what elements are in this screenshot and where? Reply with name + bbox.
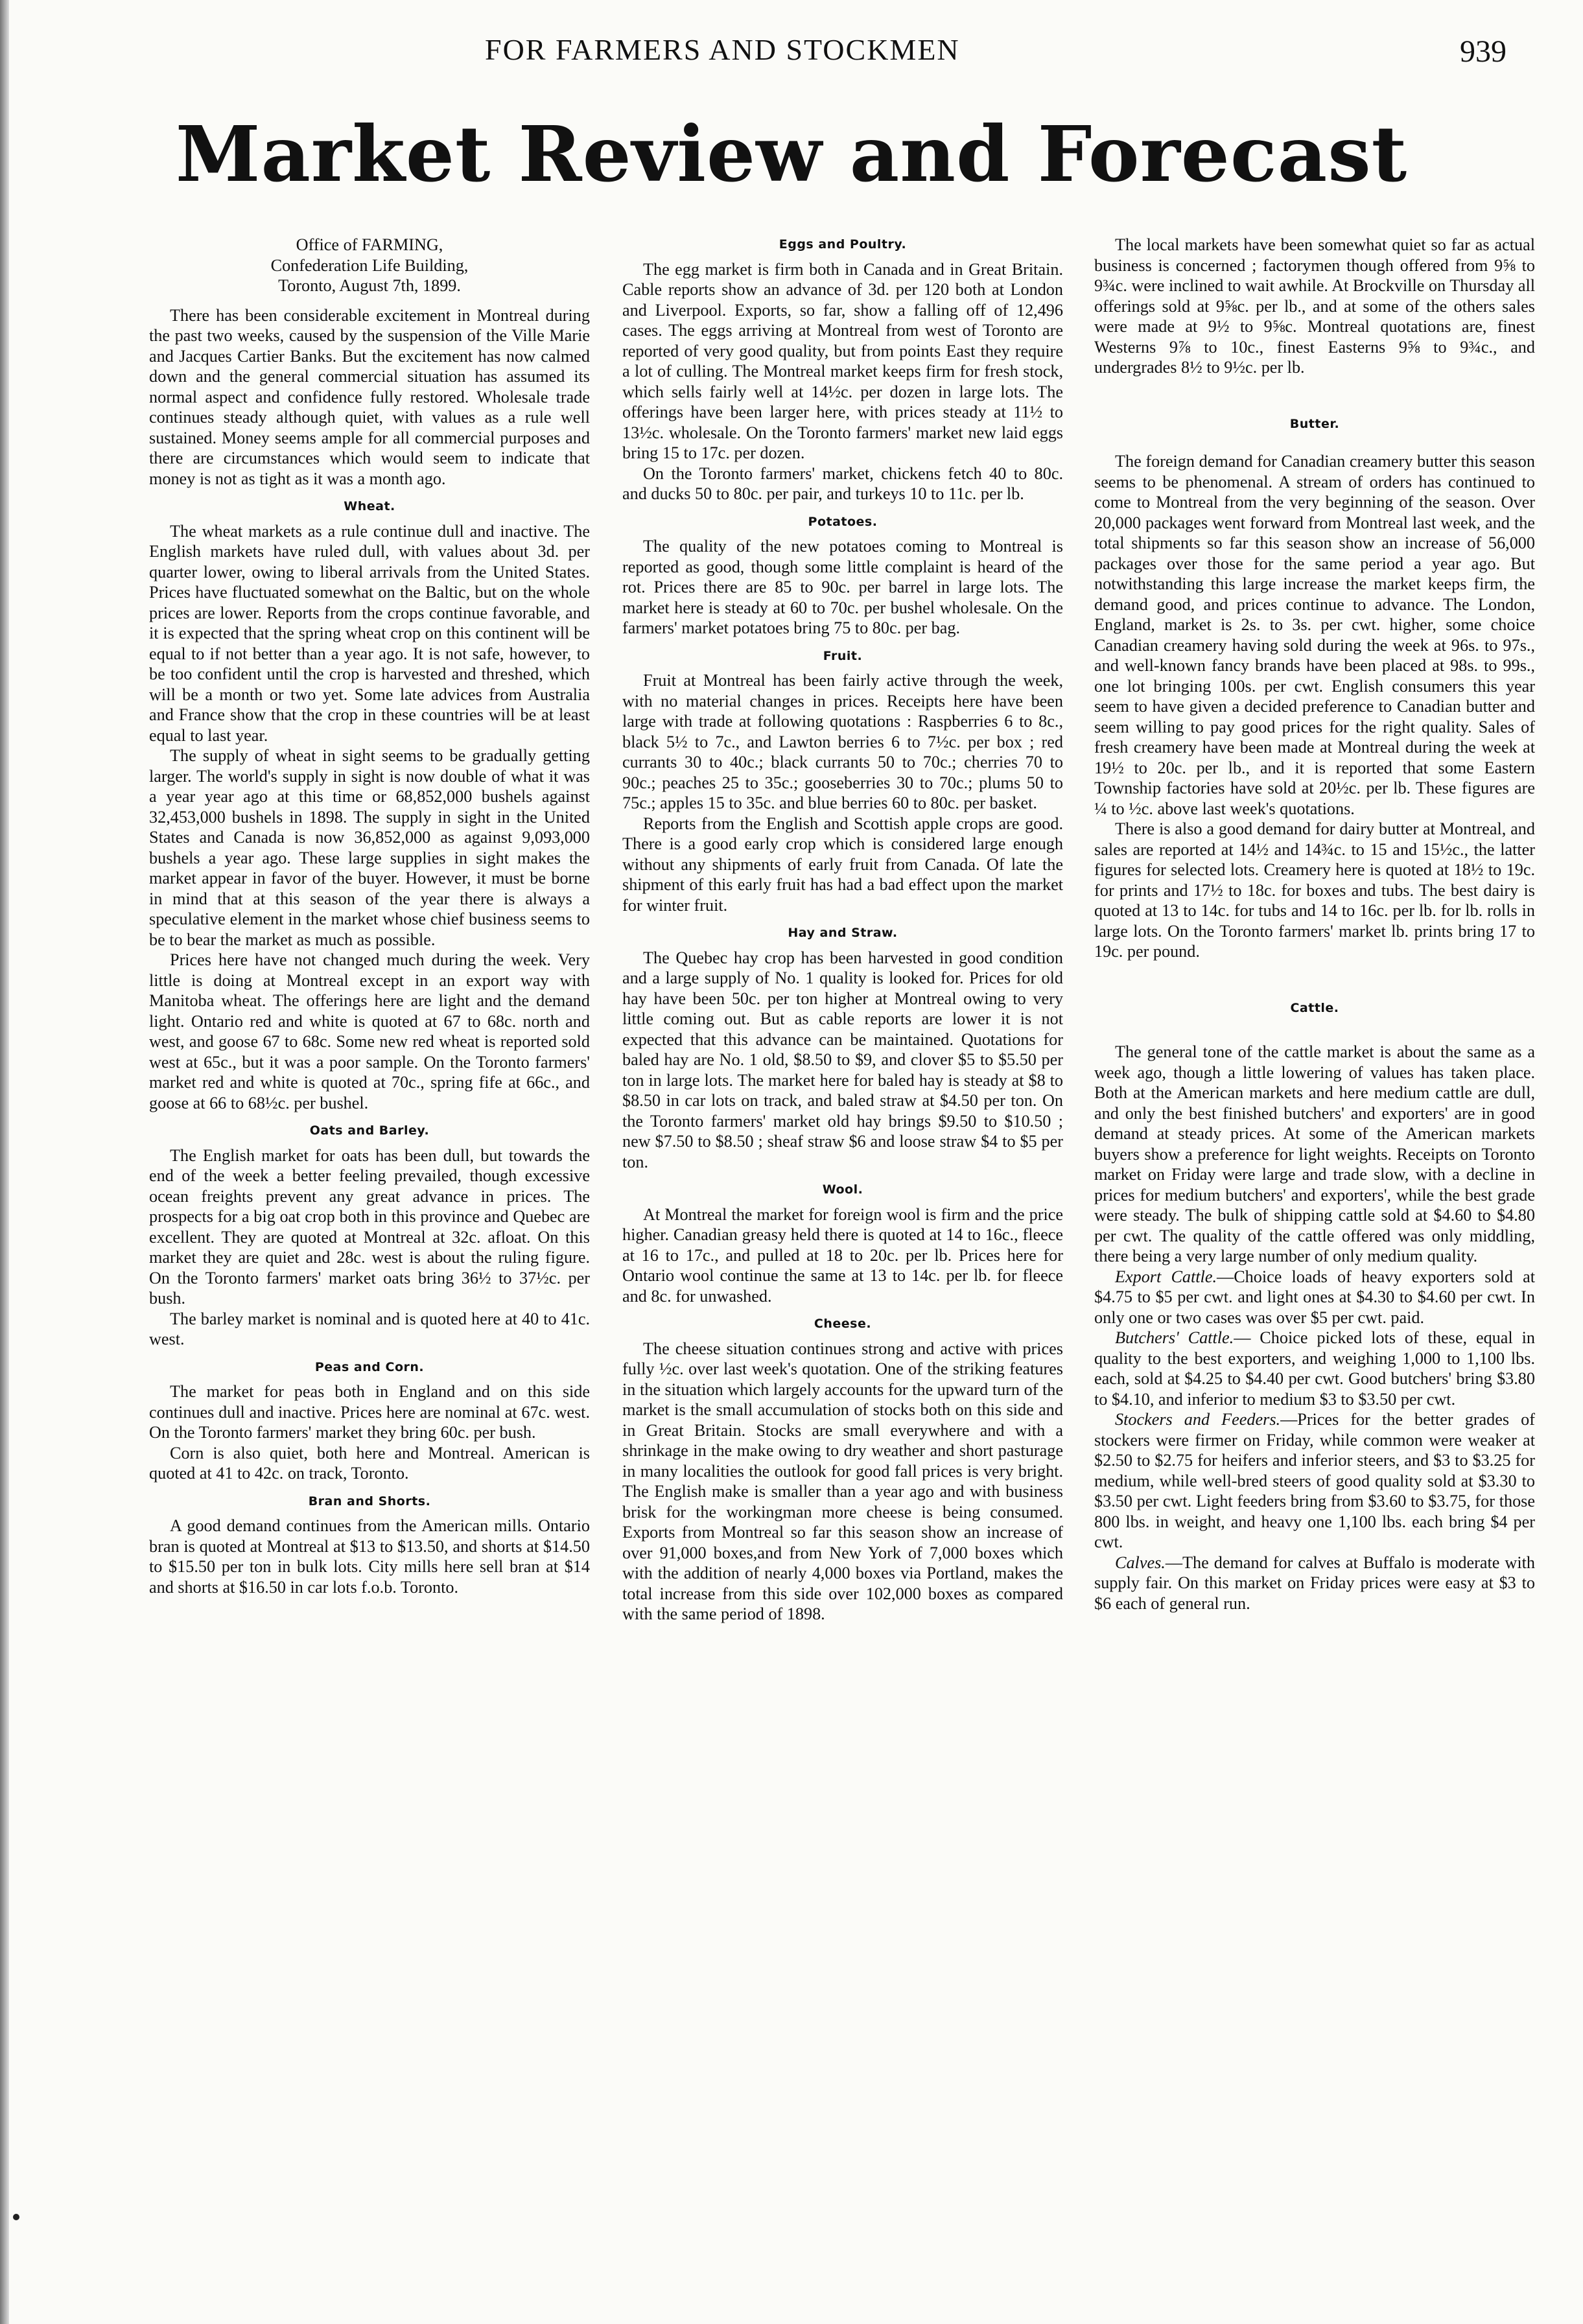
paragraph: The Quebec hay crop has been harvested in good condition and a large supply of No. 1 quality is looked for. Prices for old hay have been 50c. per ton higher at Montreal owing to very little coming out. But as cable reports are lower it is not expected that this advance can be maintained. Quotations for baled hay are No. 1 old, $8.50 to $9, and clover $5 to $5.50 per ton in large lots. The market here for baled hay is steady at $8 to $8.50 in car lots on track, and baled straw at $4.50 per ton. On the Toronto farmers' market old hay brings $9.50 to $10.50 ; new $7.50 to $8.50 ; sheaf straw $6 and loose straw $4 to $5 per ton. — [622, 948, 1063, 1171]
running-head: FOR FARMERS AND STOCKMEN — [485, 33, 960, 66]
paragraph: The general tone of the cattle market is about the same as a week ago, though a little lowering of values has taken place. Both at the American markets and here medium cattle are dull, and only the best finished butchers' and exporters' are in good demand at steady prices. At some of the American markets buyers show a preference for light weights. Receipts on Toronto market on Friday were large and trade slow, with a decline in prices for medium butchers' and exporters', while the best grade were steady. The bulk of shipping cattle sold at $4.60 to $4.80 per cwt. The quality of the cattle offered was only middling, there being a very large number of only medium quality. — [1094, 1042, 1535, 1265]
paragraph: The market for peas both in England and on this side continues dull and inactive. Prices here are nominal at 67c. west. On the Toronto farmers' market they bring 60c. per bush. — [149, 1382, 590, 1442]
paragraph: There is also a good demand for dairy butter at Montreal, and sales are reported at 14½ and 14¾c. to 15 and 15½c., the latter figures for selected lots. Creamery here is quoted at 18½ to 19c. for prints and 17½ to 18c. for boxes and tubs. The best dairy is quoted at 13 to 14c. for tubs and 14 to 16c. per lb. for lb. rolls in large lots. On the Toronto farmers' market lb. prints bring 17 to 19c. per pound. — [1094, 819, 1535, 961]
dateline-line: Toronto, August 7th, 1899. — [278, 276, 461, 295]
paragraph: Reports from the English and Scottish apple crops are good. There is a good early crop which is considered large enough without any shipments of early fruit from Canada. Of late the shipment of this early fruit has had a bad effect upon the market for winter fruit. — [622, 814, 1063, 915]
paragraph: On the Toronto farmers' market, chickens fetch 40 to 80c. and ducks 50 to 80c. per pair, and turkeys 10 to 11c. per lb. — [622, 464, 1063, 503]
run-in-label: Stockers and Feeders. — [1115, 1410, 1281, 1429]
dateline-line: Confederation Life Building, — [270, 255, 469, 275]
column-2 — [622, 235, 1063, 2283]
run-in-label: Calves. — [1115, 1553, 1166, 1572]
paragraph: The local markets have been somewhat quiet so far as actual business is concerned ; factorymen though offered from 9⅝ to 9¾c. were inclined to wait awhile. At Brockville on Thursday all offerings sold at 9⅝c. per lb., and at some of the others sales were made at 9½ to 9⅝c. Montreal quotations are, finest Westerns 9⅞ to 10c., finest Easterns 9⅝ to 9¾c., and undergrades 8½ to 9½c. per lb. — [1094, 235, 1535, 377]
section-heading-cheese: Cheese. — [814, 1317, 872, 1331]
run-in-text: —Prices for the better grades of stockers were firmer on Friday, while common were weaker at $2.50 to $2.75 for heifers and inferior steers, and $3 to $3.25 for medium, while well-bred steers of good quality sold at $3.30 to $3.50 per cwt. Light feeders bring from $3.60 to $3.75, for those 800 lbs. in weight, and heavy one 1,100 lbs. each bring $4 per cwt. — [1094, 1410, 1535, 1551]
column-3 — [1094, 235, 1535, 2283]
run-in-label: Export Cattle. — [1115, 1267, 1217, 1286]
run-in-text: —The demand for calves at Buffalo is moderate with supply fair. On this market on Friday prices were easy at $3 to $6 each of general run. — [1094, 1553, 1535, 1613]
run-in-label: Butchers' Cattle. — [1115, 1328, 1234, 1347]
paragraph: The supply of wheat in sight seems to be gradually getting larger. The world's supply in sight is now double of what it was a year year ago at this time or 68,852,000 bushels against 32,453,000 bushels in 1898. The supply in sight in the United States and Canada is now 36,852,000 as against 9,093,000 bushels a year ago. These large supplies in sight makes the market appear in favor of the buyer. However, it must be borne in mind that at this season of the year there is always a speculative element in the market whose chief business seems to be to bear the market as much as possible. — [149, 746, 590, 949]
paragraph-stockers-feeders — [1094, 1409, 1535, 1553]
intro-paragraph: There has been considerable excitement in Montreal during the past two weeks, caused by the suspension of the Ville Marie and Jacques Cartier Banks. But the excitement has now calmed down and the general commercial situation has assumed its normal aspect and confidence fully restored. Wholesale trade continues steady although quiet, with values as a rule well sustained. Money seems ample for all commercial purposes and there are circumstances which would seem to indicate that money is not as tight as it was a month ago. — [149, 305, 590, 488]
paragraph: The quality of the new potatoes coming to Montreal is reported as good, though some little complaint is heard of the rot. Prices there are 85 to 90c. per barrel in large lots. The market here is steady at 60 to 70c. per bushel wholesale. On the farmers' market potatoes bring 75 to 80c. per bag. — [622, 537, 1063, 637]
paragraph-export-cattle — [1094, 1267, 1535, 1328]
margin-mark — [13, 2214, 19, 2220]
section-heading-cattle: Cattle. — [1290, 1000, 1339, 1015]
column-1 — [149, 235, 590, 2283]
paragraph: The foreign demand for Canadian creamery butter this season seems to be phenomenal. A stream of orders has continued to come to Montreal from the very beginning of the season. Over 20,000 packages went forward from Montreal last week, and the total shipments so far this season show an increase of 56,000 packages over those for the same period a year ago. But notwithstanding this large increase the market keeps firm, the demand good, and prices continue to advance. The London, England, market is 2s. to 3s. per cwt. higher, some choice Canadian creamery having sold during the week at 96s. to 97s., and well-known fancy brands have been placed at 98s. to 99s., one lot bringing 100s. per cwt. English consumers this year seem to have given a decided preference to Canadian butter and seem willing to pay good prices for the right quality. Sales of fresh creamery have been made at Montreal during the week at 19½ to 20c. per lb., and it is reported that some Eastern Township factories have sold at 20½c. per lb. These figures are ¼ to ½c. above last week's quotations. — [1094, 452, 1535, 818]
section-heading-wool: Wool. — [822, 1182, 863, 1197]
run-in-text: — Choice picked lots of these, equal in quality to the best exporters, and weighing 1,000 to 1,100 lbs. each, sold at $4.25 to $4.40 per cwt. Good butchers' bring $3.80 to $4.10, and inferior to medium $3 to $3.50 per cwt. — [1094, 1328, 1535, 1409]
paragraph: The English market for oats has been dull, but towards the end of the week a better feeling prevailed, though excessive ocean freights prevent any great advance in prices. The prospects for a big oat crop both in this province and Quebec are excellent. They are quoted at Montreal at 32c. afloat. On this market they are quiet and 28c. west is about the ruling figure. On the Toronto farmers' market oats bring 36½ to 37½c. per bush. — [149, 1145, 590, 1308]
section-heading-wheat: Wheat. — [344, 499, 395, 513]
paragraph-butchers-cattle — [1094, 1328, 1535, 1409]
section-heading-bran-shorts: Bran and Shorts. — [308, 1494, 431, 1508]
paragraph-calves — [1094, 1553, 1535, 1614]
section-heading-hay-straw: Hay and Straw. — [788, 926, 898, 940]
section-heading-potatoes: Potatoes. — [808, 514, 878, 529]
section-heading-peas-corn: Peas and Corn. — [314, 1359, 425, 1374]
paragraph: The cheese situation continues strong and active with prices fully ½c. over last week's quotation. One of the striking features in the situation which largely accounts for the upward turn of the market is the small accumulation of stocks both on this side and in Great Britain. Stocks are small everywhere and with a shrinkage in the make owing to dry weather and short pasturage in many localities the outlook for good fall prices is very bright. The English make is smaller than a year ago and with business brisk for the workingman more cheese is being consumed. Exports from Montreal so far this season show an increase of over 91,000 boxes,and from New York of 7,000 boxes which with the addition of nearly 4,000 boxes via Portland, makes the total increase from this side over 102,000 boxes as compared with the same period of 1898. — [622, 1339, 1063, 1623]
page-title: Market Review and Forecast — [175, 109, 1408, 199]
paragraph: Fruit at Montreal has been fairly active through the week, with no material changes in prices. Receipts here have been large with trade at following quotations : Raspberries 6 to 8c., black 5½ to 7c., and Lawton berries 6 to 7½c. per box ; red currants 30 to 40c.; black currants 50 to 70c.; cherries 70 to 90c.; peaches 25 to 35c.; gooseberries 30 to 70c.; plums 50 to 75c.; apples 15 to 35c. and blue berries 60 to 80c. per basket. — [622, 671, 1063, 812]
page-spine-shadow — [0, 0, 9, 2324]
paragraph: The wheat markets as a rule continue dull and inactive. The English markets have ruled dull, with values about 3d. per quarter lower, owing to liberal arrivals from the United States. Prices have fluctuated somewhat on the Baltic, but on the whole prices are lower. Reports from the crops continue favorable, and it is expected that the spring wheat crop on this continent will be equal to if not better than a year ago. It is not safe, however, to be too confident until the crop is harvested and threshed, which will be a month or two yet. Some late advices from Australia and France show that the crop in these countries will be at least equal to last year. — [149, 521, 590, 745]
section-heading-butter: Butter. — [1289, 416, 1340, 431]
section-heading-eggs-poultry: Eggs and Poultry. — [779, 237, 907, 252]
paragraph: At Montreal the market for foreign wool is firm and the price higher. Canadian greasy held there is quoted at 14 to 16c., fleece at 16 to 17c., and pulled at 18 to 20c. per lb. Prices here for Ontario wool continue the same at 13 to 14c. per lb. for fleece and 8c. for unwashed. — [622, 1204, 1063, 1306]
dateline-line: Office of FARMING, — [296, 235, 443, 254]
paragraph: Prices here have not changed much during the week. Very little is doing at Montreal except in an export way with Manitoba wheat. The offerings here are light and the demand light. Ontario red and white is quoted at 67 to 68c. north and west, and goose 67 to 68c. Some new red wheat is reported sold west at 65c., but it was a poor sample. On the Toronto farmers' market red and white is quoted at 70c., spring fife at 66c., and goose at 66 to 68½c. per bushel. — [149, 950, 590, 1112]
page-number: 939 — [1460, 34, 1507, 69]
paragraph: The egg market is firm both in Canada and in Great Britain. Cable reports show an advance of 3d. per 120 both at London and Liverpool. Exports, so far, show a falling off of 12,496 cases. The eggs arriving at Montreal from west of Toronto are reported of very good quality, but from points East they require a lot of culling. The Montreal market keeps firm for fresh stock, which sells fairly well at 14½c. per dozen in large lots. The offerings have been larger here, with prices steady at 11½ to 13½c. wholesale. On the Toronto farmers' market new laid eggs bring 15 to 17c. per dozen. — [622, 259, 1063, 462]
paragraph: The barley market is nominal and is quoted here at 40 to 41c. west. — [149, 1309, 590, 1348]
paragraph: A good demand continues from the American mills. Ontario bran is quoted at Montreal at $13 to $13.50, and shorts at $14.50 to $15.50 per ton in bulk lots. City mills here sell bran at $14 and shorts at $16.50 in car lots f.o.b. Toronto. — [149, 1516, 590, 1597]
section-heading-fruit: Fruit. — [823, 648, 863, 663]
run-in-text: —Choice loads of heavy exporters sold at $4.75 to $5 per cwt. and light ones at $4.30 to $4.60 per cwt. In only one or two cases was over $5 per cwt. paid. — [1094, 1267, 1535, 1327]
dateline — [149, 235, 590, 296]
paragraph: Corn is also quiet, both here and Montreal. American is quoted at 41 to 42c. on track, Toronto. — [149, 1443, 590, 1483]
section-heading-oats-barley: Oats and Barley. — [309, 1123, 430, 1138]
